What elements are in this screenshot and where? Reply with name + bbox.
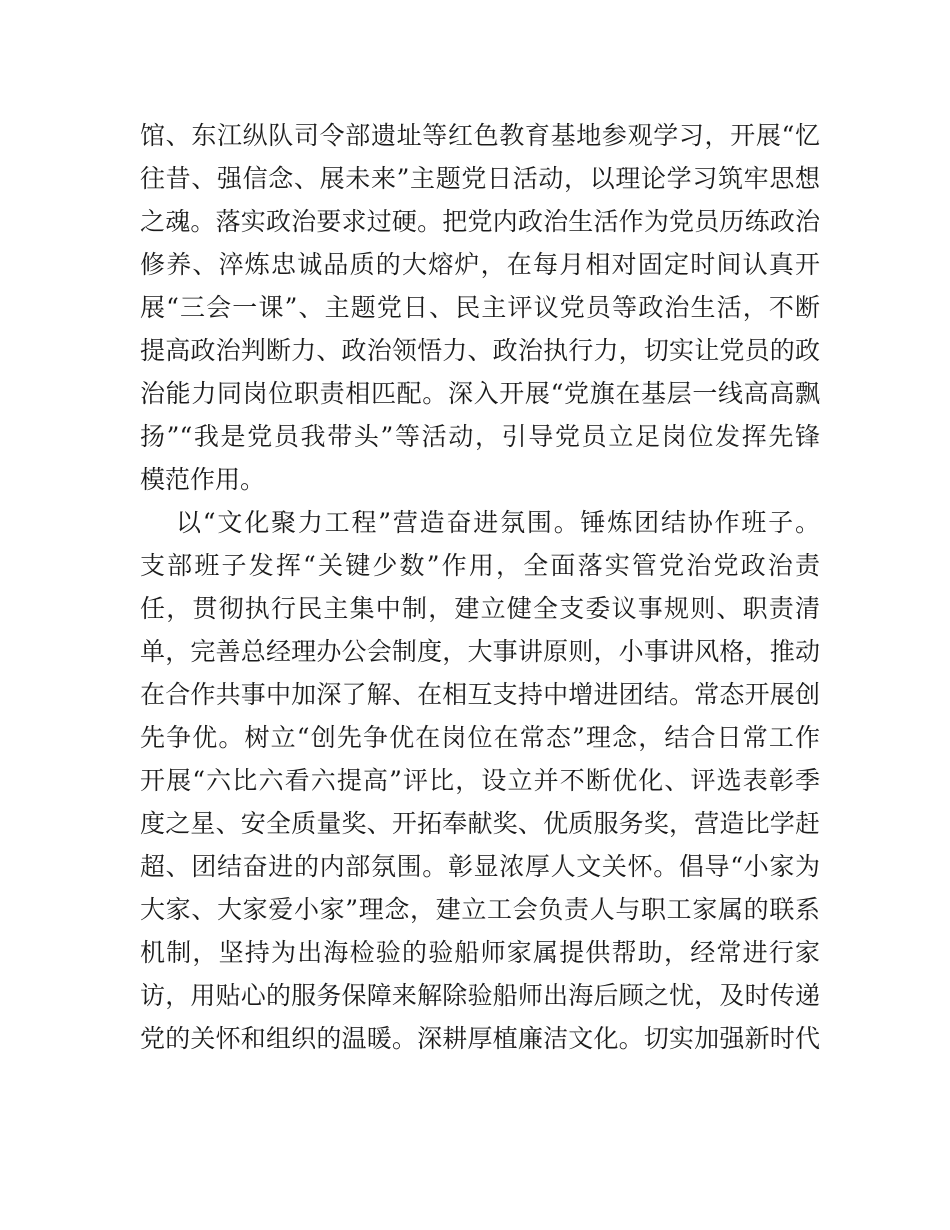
- paragraph-2: [140, 501, 820, 1060]
- text-line: 模范作用。: [140, 465, 266, 494]
- text-line: 展“三会一课”、主题党日、民主评议党员等政治生活，不断: [140, 293, 820, 322]
- text-line: 以“文化聚力工程”营造奋进氛围。锤炼团结协作班子。: [176, 508, 820, 537]
- text-line: 往昔、强信念、展未来”主题党日活动，以理论学习筑牢思想: [140, 164, 820, 193]
- text-line: 机制，坚持为出海检验的验船师家属提供帮助，经常进行家: [140, 938, 820, 967]
- text-line: 度之星、安全质量奖、开拓奉献奖、优质服务奖，营造比学赶: [140, 809, 820, 838]
- text-line: 馆、东江纵队司令部遗址等红色教育基地参观学习，开展“忆: [140, 121, 820, 150]
- text-line: 提高政治判断力、政治领悟力、政治执行力，切实让党员的政: [140, 336, 820, 365]
- text-line: 支部班子发挥“关键少数”作用，全面落实管党治党政治责: [140, 551, 820, 580]
- text-line: 修养、淬炼忠诚品质的大熔炉，在每月相对固定时间认真开: [140, 250, 820, 279]
- text-line: 任，贯彻执行民主集中制，建立健全支委议事规则、职责清: [140, 594, 820, 623]
- text-line: 党的关怀和组织的温暖。深耕厚植廉洁文化。切实加强新时代: [140, 1024, 820, 1053]
- text-line: 在合作共事中加深了解、在相互支持中增进团结。常态开展创: [140, 680, 820, 709]
- text-line: 扬”“我是党员我带头”等活动，引导党员立足岗位发挥先锋: [140, 422, 820, 451]
- text-line: 开展“六比六看六提高”评比，设立并不断优化、评选表彰季: [140, 766, 820, 795]
- text-line: 单，完善总经理办公会制度，大事讲原则，小事讲风格，推动: [140, 637, 820, 666]
- text-line: 先争优。树立“创先争优在岗位在常态”理念，结合日常工作: [140, 723, 820, 752]
- text-line: 之魂。落实政治要求过硬。把党内政治生活作为党员历练政治: [140, 207, 820, 236]
- paragraph-1: [140, 114, 820, 501]
- text-line: 治能力同岗位职责相匹配。深入开展“党旗在基层一线高高飘: [140, 379, 820, 408]
- text-line: 超、团结奋进的内部氛围。彰显浓厚人文关怀。倡导“小家为: [140, 852, 820, 881]
- text-line: 访，用贴心的服务保障来解除验船师出海后顾之忧，及时传递: [140, 981, 820, 1010]
- text-line: 大家、大家爱小家”理念，建立工会负责人与职工家属的联系: [140, 895, 820, 924]
- body-text: [140, 114, 820, 1060]
